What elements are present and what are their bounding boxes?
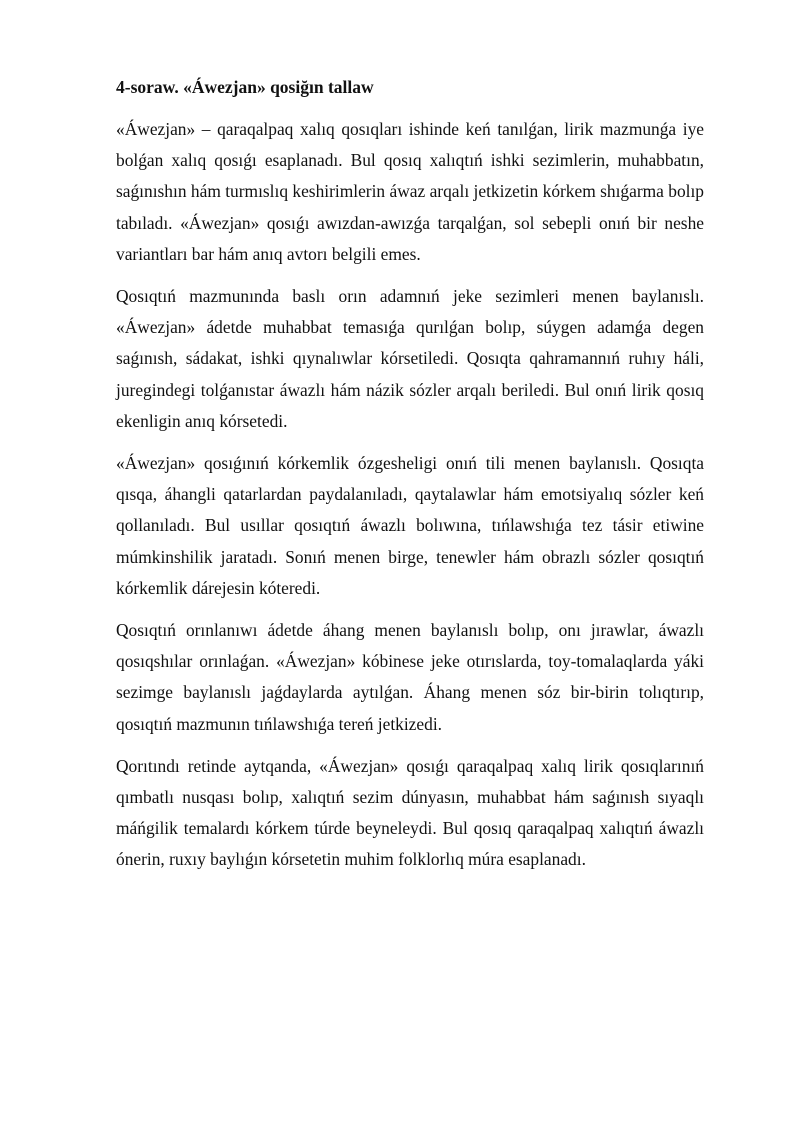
paragraph-5: Qorıtındı retinde aytqanda, «Áwezjan» qosıǵı qaraqalpaq xalıq lirik qosıqlarınıń qımbatlı nusqası bolıp, xalıqtıń sezim dúnyasın, muhabbat hám saǵınısh sıyaqlı máńgilik temalardı kórkem túrde beyneleydi. Bul qosıq qaraqalpaq xalıqtıń áwazlı ónerin, ruxıy baylıǵın kórsetetin muhim folklorlıq múra esaplanadı.: [116, 755, 704, 870]
section-heading: 4-soraw. «Áwezjan» qosiğın tallaw: [116, 77, 374, 97]
paragraph-2: Qosıqtıń mazmunında baslı orın adamnıń jeke sezimleri menen baylanıslı. «Áwezjan» ádetde muhabbat temasıǵa qurılǵan bolıp, súygen adamǵa degen saǵınısh, sádakat, ishki qıynalıwlar kórsetiledi. Qosıqta qahramannıń ruhıy háli, juregindegi tolǵanıstar áwazlı hám názik sózler arqalı beriledi. Bul onıń lirik qosıq ekenligin anıq kórsetedi.: [116, 286, 704, 431]
paragraph-3: «Áwezjan» qosıǵınıń kórkemlik ózgesheligi onıń tili menen baylanıslı. Qosıqta qısqa, áhangli qatarlardan paydalanıladı, qaytalawlar hám emotsiyalıq sózler keń qollanıladı. Bul usıllar qosıqtıń áwazlı bolıwına, tıńlawshıǵa tez tásir etiwine múmkinshilik jaratadı. Sonıń menen birge, tenewler hám obrazlı sózler qosıqtıń kórkemlik dárejesin kóteredi.: [116, 453, 704, 598]
paragraph-4: Qosıqtıń orınlanıwı ádetde áhang menen baylanıslı bolıp, onı jırawlar, áwazlı qosıqshılar orınlaǵan. «Áwezjan» kóbinese jeke otırıslarda, toy-tomalaqlarda yáki sezimge baylanıslı jaǵdaylarda aytılǵan. Áhang menen sóz bir-birin tolıqtırıp, qosıqtıń mazmunın tıńlawshıǵa tereń jetkizedi.: [116, 620, 704, 734]
paragraph-1: «Áwezjan» – qaraqalpaq xalıq qosıqları ishinde keń tanılǵan, lirik mazmunǵa iye bolǵan xalıq qosıǵı esaplanadı. Bul qosıq xalıqtıń ishki sezimlerin, muhabbatın, saǵınıshın hám turmıslıq keshirimlerin áwaz arqalı jetkizetin kórkem shıǵarma bolıp tabıladı. «Áwezjan» qosıǵı awızdan-awızǵa tarqalǵan, sol sebepli onıń bir neshe variantları bar hám anıq avtorı belgili emes.: [116, 119, 704, 264]
document-body: [116, 74, 704, 887]
